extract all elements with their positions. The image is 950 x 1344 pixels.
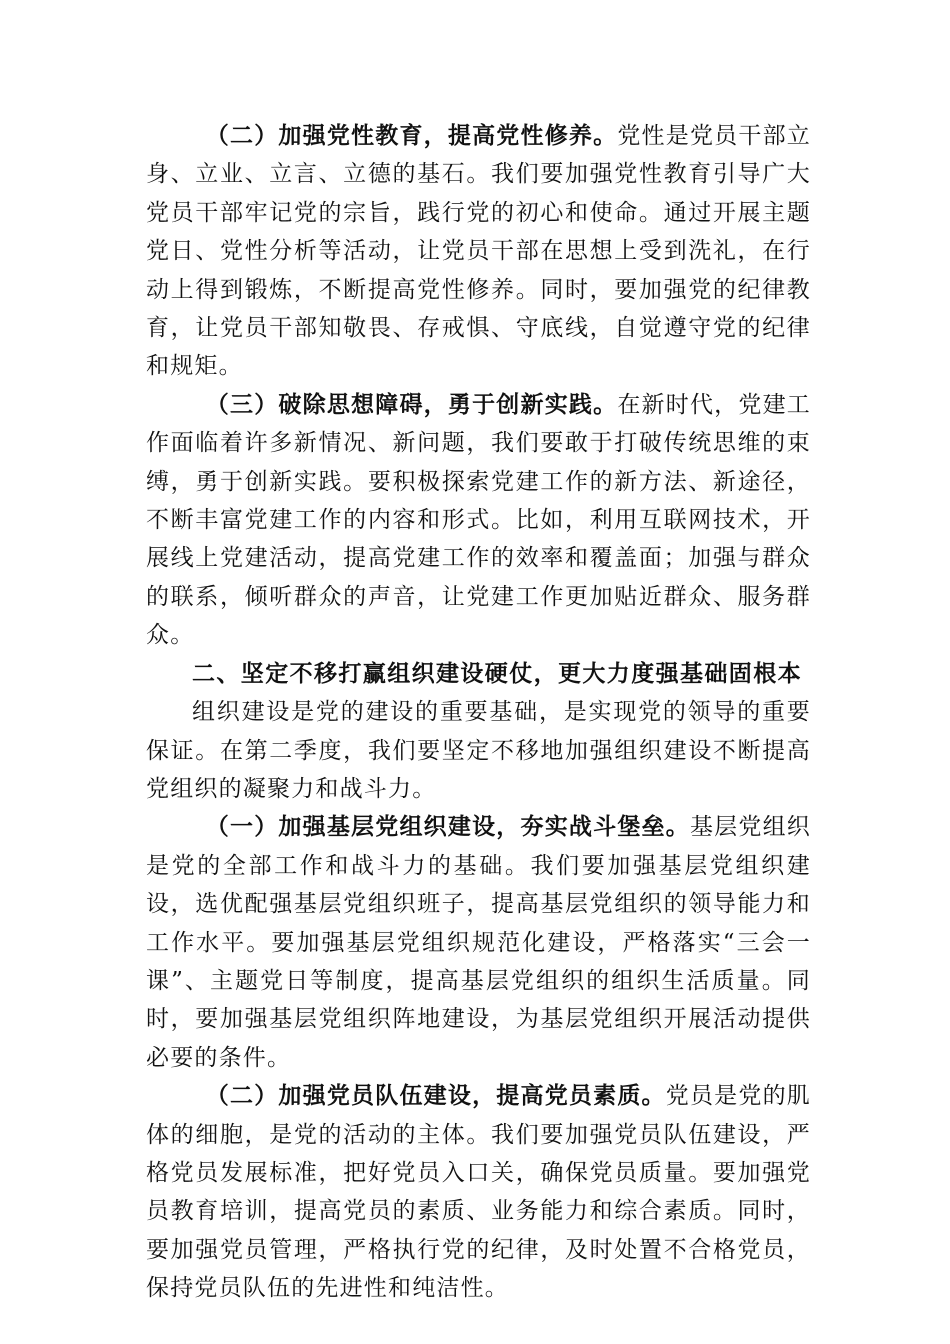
paragraph-body: 在新时代，党建工作面临着许多新情况、新问题，我们要敢于打破传统思维的束缚，勇于创新实践。要积极探索党建工作的新方法、新途径，不断丰富党建工作的内容和形式。比如，利用互联网技术，开展线上党建活动，提高党建工作的效率和覆盖面；加强与群众的联系，倾听群众的声音，让党建工作更加贴近群众、服务群众。 <box>146 391 811 649</box>
paragraph-lead: （二）加强党员队伍建设，提高党员素质。 <box>205 1082 666 1110</box>
paragraph-party-spirit-education <box>146 117 811 386</box>
paragraph-grassroots-organization <box>146 808 811 1077</box>
section-heading: 二、坚定不移打赢组织建设硬仗，更大力度强基础固根本 <box>192 660 802 687</box>
document-page <box>146 117 811 1308</box>
paragraph-body: 党性是党员干部立身、立业、立言、立德的基石。我们要加强党性教育引导广大党员干部牢记党的宗旨，践行党的初心和使命。通过开展主题党日、党性分析等活动，让党员干部在思想上受到洗礼，在行动上得到锻炼，不断提高党性修养。同时，要加强党的纪律教育，让党员干部知敬畏、存戒惧、守底线，自觉遵守党的纪律和规矩。 <box>146 123 811 380</box>
paragraph-body: 基层党组织是党的全部工作和战斗力的基础。我们要加强基层党组织建设，选优配强基层党组织班子，提高基层党组织的领导能力和工作水平。要加强基层党组织规范化建设，严格落实“三会一课”、主题党日等制度，提高基层党组织的组织生活质量。同时，要加强基层党组织阵地建设，为基层党组织开展活动提供必要的条件。 <box>146 814 812 1071</box>
paragraph-lead: （一）加强基层党组织建设，夯实战斗堡垒。 <box>205 813 690 841</box>
section-intro: 组织建设是党的建设的重要基础，是实现党的领导的重要保证。在第二季度，我们要坚定不移地加强组织建设不断提高党组织的凝聚力和战斗力。 <box>146 699 811 802</box>
paragraph-member-team <box>146 1077 811 1307</box>
paragraph-lead: （三）破除思想障碍，勇于创新实践。 <box>205 390 618 418</box>
paragraph-body: 党员是党的肌体的细胞，是党的活动的主体。我们要加强党员队伍建设，严格党员发展标准，把好党员入口关，确保党员质量。要加强党员教育培训，提高党员的素质、业务能力和综合素质。同时，要加强党员管理，严格执行党的纪律，及时处置不合格党员，保持党员队伍的先进性和纯洁性。 <box>146 1083 811 1302</box>
paragraph-lead: （二）加强党性教育，提高党性修养。 <box>205 122 618 149</box>
paragraph-innovation-practice <box>146 386 811 655</box>
